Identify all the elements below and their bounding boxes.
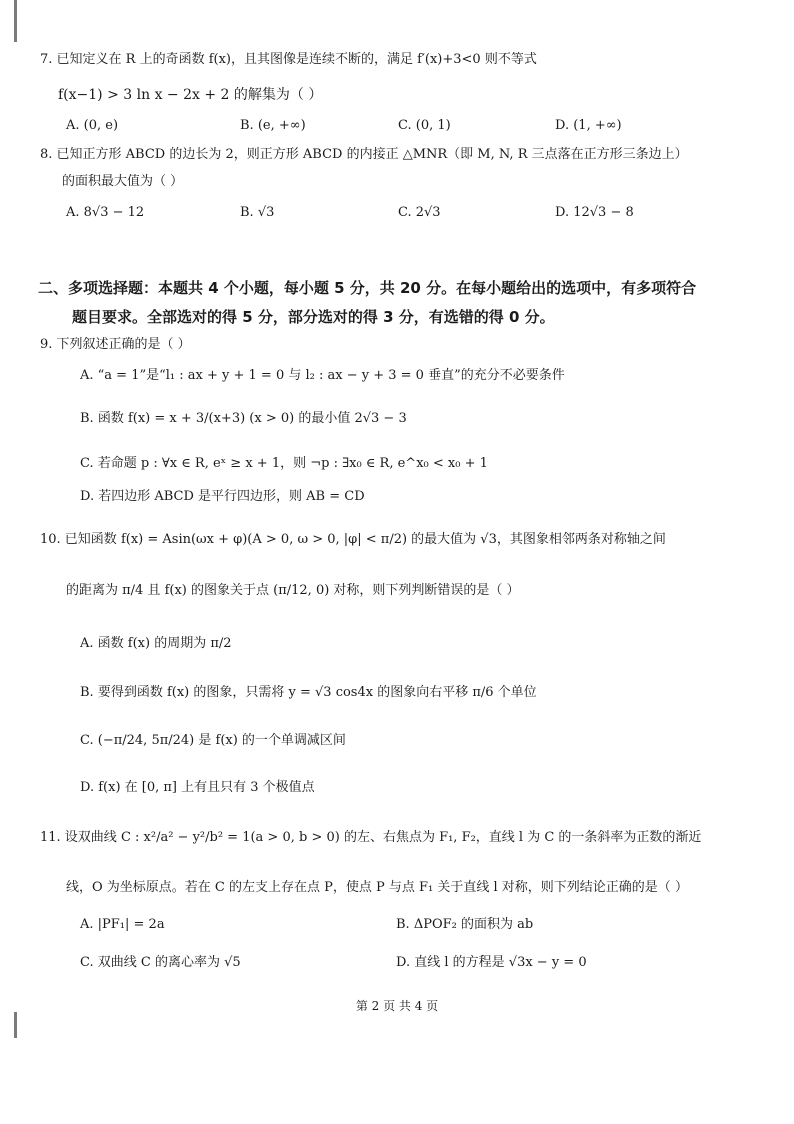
q9-option-b: B. 函数 f(x) = x + 3/(x+3) (x > 0) 的最小值 2√3 − 3 [80, 411, 407, 426]
q10-option-b: B. 要得到函数 f(x) 的图象，只需将 y = √3 cos4x 的图象向右平移 π/6 个单位 [80, 685, 537, 700]
q11-option-b: B. ΔPOF₂ 的面积为 ab [396, 917, 534, 932]
q11-stem-line2: 线，O 为坐标原点。若在 C 的左支上存在点 P，使点 P 与点 F₁ 关于直线 l 对称，则下列结论正确的是（ ） [66, 880, 688, 895]
scan-edge-mark-top [14, 0, 17, 42]
q7-stem-line1: 7. 已知定义在 R 上的奇函数 f(x)，且其图像是连续不断的，满足 f′(x)+3<0 则不等式 [40, 52, 537, 67]
scan-edge-mark-bottom [14, 1012, 17, 1038]
section2-heading-line2: 题目要求。全部选对的得 5 分，部分选对的得 3 分，有选错的得 0 分。 [72, 308, 555, 326]
q11-option-c: C. 双曲线 C 的离心率为 √5 [80, 955, 241, 970]
q8-option-c: C. 2√3 [398, 205, 441, 220]
q10-option-d: D. f(x) 在 [0, π] 上有且只有 3 个极值点 [80, 780, 315, 795]
q7-option-a: A. (0, e) [66, 118, 119, 133]
q8-stem-line2: 的面积最大值为（ ） [62, 174, 184, 189]
q8-stem-line1: 8. 已知正方形 ABCD 的边长为 2，则正方形 ABCD 的内接正 △MNR（即 M, N, R 三点落在正方形三条边上） [40, 147, 688, 162]
q7-stem-line2: f(x−1) > 3 ln x − 2x + 2 的解集为（ ） [58, 87, 323, 103]
q9-option-a: A. “a = 1”是“l₁ : ax + y + 1 = 0 与 l₂ : ax − y + 3 = 0 垂直”的充分不必要条件 [80, 368, 565, 383]
q11-stem-line1: 11. 设双曲线 C : x²/a² − y²/b² = 1(a > 0, b > 0) 的左、右焦点为 F₁, F₂，直线 l 为 C 的一条斜率为正数的渐近 [40, 830, 702, 845]
page-footer: 第 2 页 共 4 页 [355, 999, 439, 1013]
section2-heading-line1: 二、多项选择题：本题共 4 个小题，每小题 5 分，共 20 分。在每小题给出的选项中，有多项符合 [38, 279, 697, 297]
q7-option-c: C. (0, 1) [398, 118, 451, 133]
q9-option-d: D. 若四边形 ABCD 是平行四边形，则 AB = CD [80, 489, 365, 504]
q7-option-b: B. (e, +∞) [240, 118, 306, 133]
q10-option-c: C. (−π/24, 5π/24) 是 f(x) 的一个单调减区间 [80, 733, 346, 748]
q9-option-c: C. 若命题 p : ∀x ∈ R, eˣ ≥ x + 1，则 ¬p : ∃x₀ ∈ R, e^x₀ < x₀ + 1 [80, 456, 488, 471]
q10-stem-line1: 10. 已知函数 f(x) = Asin(ωx + φ)(A > 0, ω > 0, |φ| < π/2) 的最大值为 √3，其图象相邻两条对称轴之间 [40, 532, 666, 547]
q10-option-a: A. 函数 f(x) 的周期为 π/2 [80, 636, 232, 651]
q8-option-b: B. √3 [240, 205, 275, 220]
q8-option-a: A. 8√3 − 12 [66, 205, 145, 220]
q11-option-d: D. 直线 l 的方程是 √3x − y = 0 [396, 955, 587, 970]
q10-stem-line2: 的距离为 π/4 且 f(x) 的图象关于点 (π/12, 0) 对称，则下列判断错误的是（ ） [66, 583, 520, 598]
q11-option-a: A. |PF₁| = 2a [80, 917, 165, 932]
q9-stem: 9. 下列叙述正确的是（ ） [40, 337, 191, 352]
q8-option-d: D. 12√3 − 8 [555, 205, 634, 220]
q7-option-d: D. (1, +∞) [555, 118, 622, 133]
